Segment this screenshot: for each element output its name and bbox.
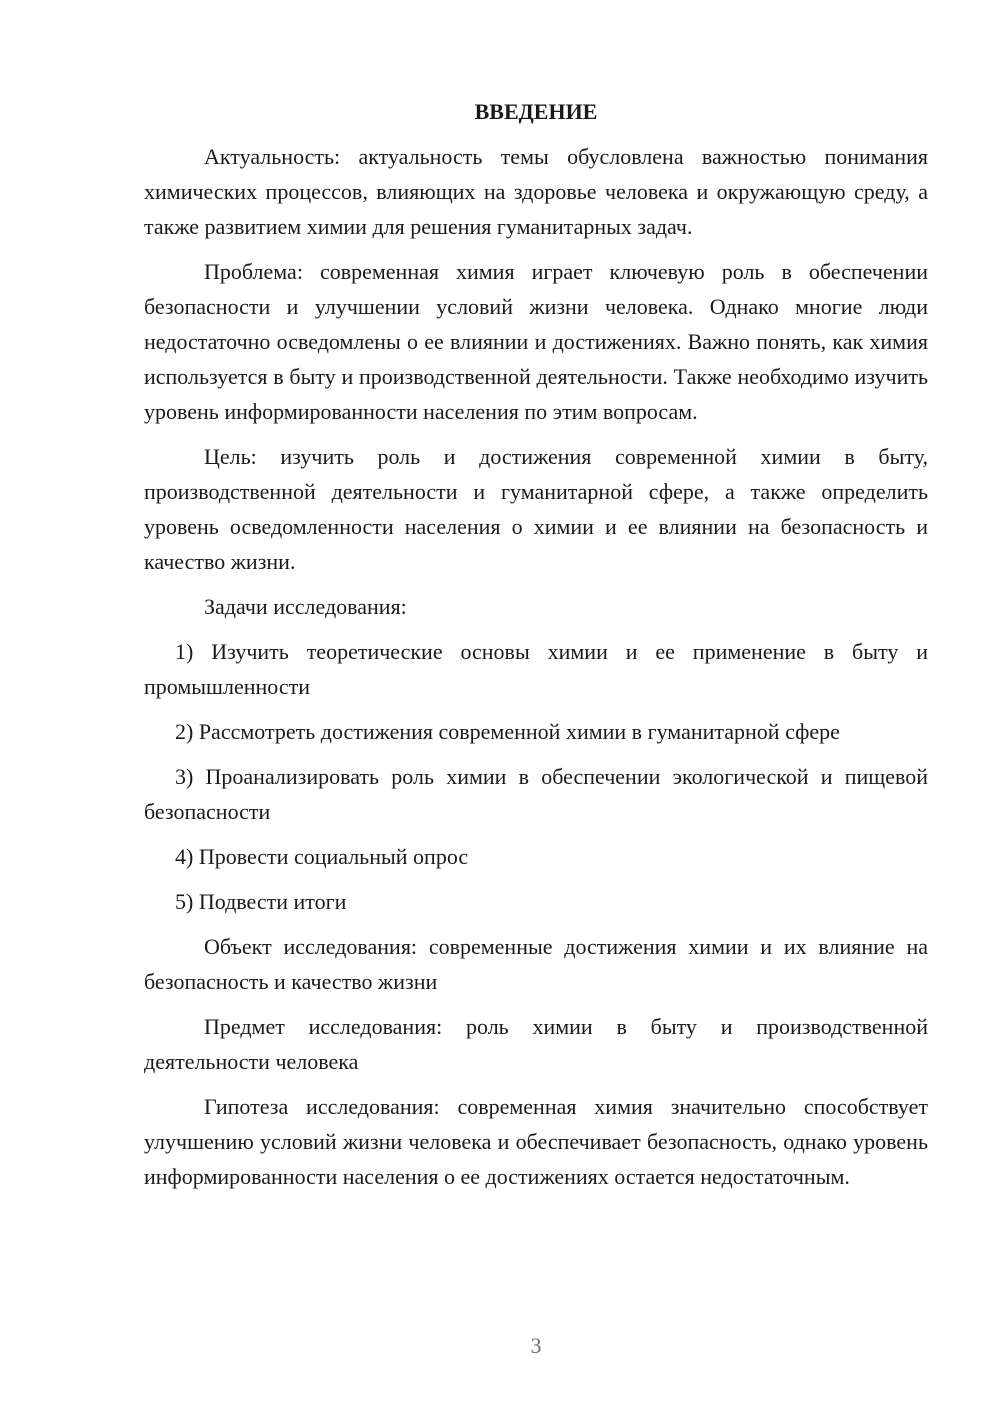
paragraph-problem: Проблема: современная химия играет ключевую роль в обеспечении безопасности и улучшении условий жизни человека. Однако многие люди недостаточно осведомлены о ее влиянии и достижениях. Важно понять, как химия используется в быту и производственной деятельности. Также необходимо изучить уровень информированности населения по этим вопросам. [144, 259, 928, 424]
paragraph-hypothesis: Гипотеза исследования: современная химия значительно способствует улучшению условий жизни человека и обеспечивает безопасность, однако уровень информированности населения о ее достижениях остается недостаточным. [144, 1094, 928, 1189]
task-item-3: 3) Проанализировать роль химии в обеспечении экологической и пищевой безопасности [144, 764, 928, 824]
paragraph-subject: Предмет исследования: роль химии в быту и производственной деятельности человека [144, 1014, 928, 1074]
task-item-4: 4) Провести социальный опрос [175, 844, 469, 869]
page-title: ВВЕДЕНИЕ [474, 99, 598, 124]
paragraph-relevance: Актуальность: актуальность темы обусловлена важностью понимания химических процессов, влияющих на здоровье человека и окружающую среду, а также развитием химии для решения гуманитарных задач. [144, 144, 928, 239]
paragraph-goal: Цель: изучить роль и достижения современной химии в быту, производственной деятельности и гуманитарной сфере, а также определить уровень осведомленности населения о химии и ее влиянии на безопасность и качество жизни. [144, 444, 928, 574]
document-page [144, 94, 928, 1204]
page-number: 3 [530, 1333, 542, 1358]
tasks-heading: Задачи исследования: [204, 594, 407, 619]
paragraph-object: Объект исследования: современные достижения химии и их влияние на безопасность и качество жизни [144, 934, 928, 994]
task-item-1: 1) Изучить теоретические основы химии и ее применение в быту и промышленности [144, 639, 928, 699]
task-item-2: 2) Рассмотреть достижения современной химии в гуманитарной сфере [175, 719, 840, 744]
task-item-5: 5) Подвести итоги [175, 889, 347, 914]
